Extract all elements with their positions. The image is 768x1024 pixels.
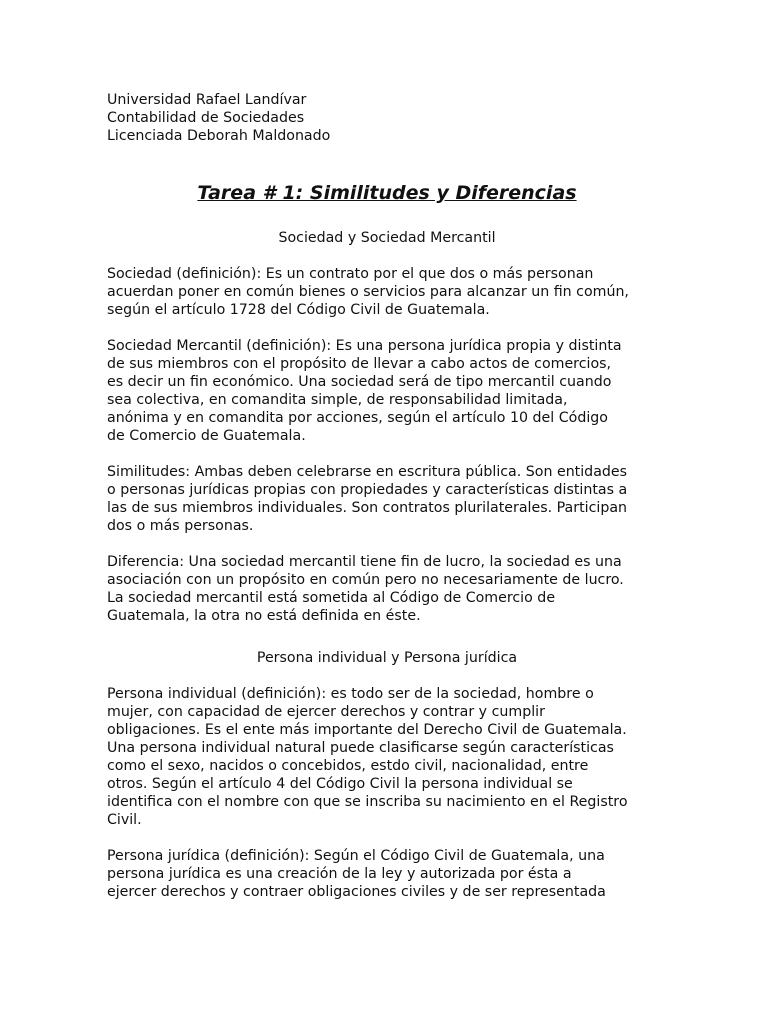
text-line: sea colectiva, en comandita simple, de responsabilidad limitada, <box>107 392 568 408</box>
text-line: de Comercio de Guatemala. <box>107 428 306 444</box>
paragraph-persona-individual <box>107 685 667 829</box>
text-line: asociación con un propósito en común pero no necesariamente de lucro. <box>107 572 624 588</box>
text-line: La sociedad mercantil está sometida al Código de Comercio de <box>107 590 556 606</box>
text-line: Diferencia: Una sociedad mercantil tiene fin de lucro, la sociedad es una <box>107 554 622 570</box>
text-line: ejercer derechos y contraer obligaciones civiles y de ser representada <box>107 884 606 900</box>
text-line: las de sus miembros individuales. Son contratos plurilaterales. Participan <box>107 500 628 516</box>
text-line: acuerdan poner en común bienes o servicios para alcanzar un fin común, <box>107 284 629 300</box>
text-line: o personas jurídicas propias con propiedades y características distintas a <box>107 482 628 498</box>
text-line: otros. Según el artículo 4 del Código Civil la persona individual se <box>107 776 573 792</box>
text-line: mujer, con capacidad de ejercer derechos y contrar y cumplir <box>107 704 545 720</box>
section-heading: Persona individual y Persona jurídica <box>256 650 518 666</box>
paragraph-sociedad-mercantil-definicion <box>107 337 667 445</box>
paragraph-sociedad-definicion <box>107 265 667 319</box>
university-name: Universidad Rafael Landívar <box>107 92 307 108</box>
text-line: Similitudes: Ambas deben celebrarse en escritura pública. Son entidades <box>107 464 628 480</box>
document-header <box>107 91 667 145</box>
paragraph-diferencia <box>107 553 667 625</box>
text-line: es decir un fin económico. Una sociedad será de tipo mercantil cuando <box>107 374 612 390</box>
text-line: de sus miembros con el propósito de llevar a cabo actos de comercios, <box>107 356 612 372</box>
text-line: Guatemala, la otra no está definida en éste. <box>107 608 421 624</box>
text-line: según el artículo 1728 del Código Civil de Guatemala. <box>107 302 490 318</box>
text-line: Persona individual (definición): es todo ser de la sociedad, hombre o <box>107 686 594 702</box>
section-persona <box>107 649 667 901</box>
section-sociedad <box>107 229 667 625</box>
document-title: Tarea # 1: Similitudes y Diferencias <box>197 182 577 204</box>
paragraph-persona-juridica <box>107 847 667 901</box>
professor-name: Licenciada Deborah Maldonado <box>107 128 331 144</box>
section-heading: Sociedad y Sociedad Mercantil <box>278 230 496 246</box>
text-line: como el sexo, nacidos o concebidos, estdo civil, nacionalidad, entre <box>107 758 589 774</box>
text-line: dos o más personas. <box>107 518 254 534</box>
text-line: Civil. <box>107 812 142 828</box>
text-line: Sociedad (definición): Es un contrato por el que dos o más personan <box>107 266 594 282</box>
text-line: Una persona individual natural puede clasificarse según características <box>107 740 614 756</box>
course-name: Contabilidad de Sociedades <box>107 110 305 126</box>
paragraph-similitudes <box>107 463 667 535</box>
document-page <box>107 91 667 901</box>
text-line: Persona jurídica (definición): Según el Código Civil de Guatemala, una <box>107 848 605 864</box>
text-line: Sociedad Mercantil (definición): Es una persona jurídica propia y distinta <box>107 338 622 354</box>
text-line: identifica con el nombre con que se inscriba su nacimiento en el Registro <box>107 794 628 810</box>
text-line: persona jurídica es una creación de la ley y autorizada por ésta a <box>107 866 572 882</box>
text-line: obligaciones. Es el ente más importante del Derecho Civil de Guatemala. <box>107 722 627 738</box>
text-line: anónima y en comandita por acciones, según el artículo 10 del Código <box>107 410 608 426</box>
